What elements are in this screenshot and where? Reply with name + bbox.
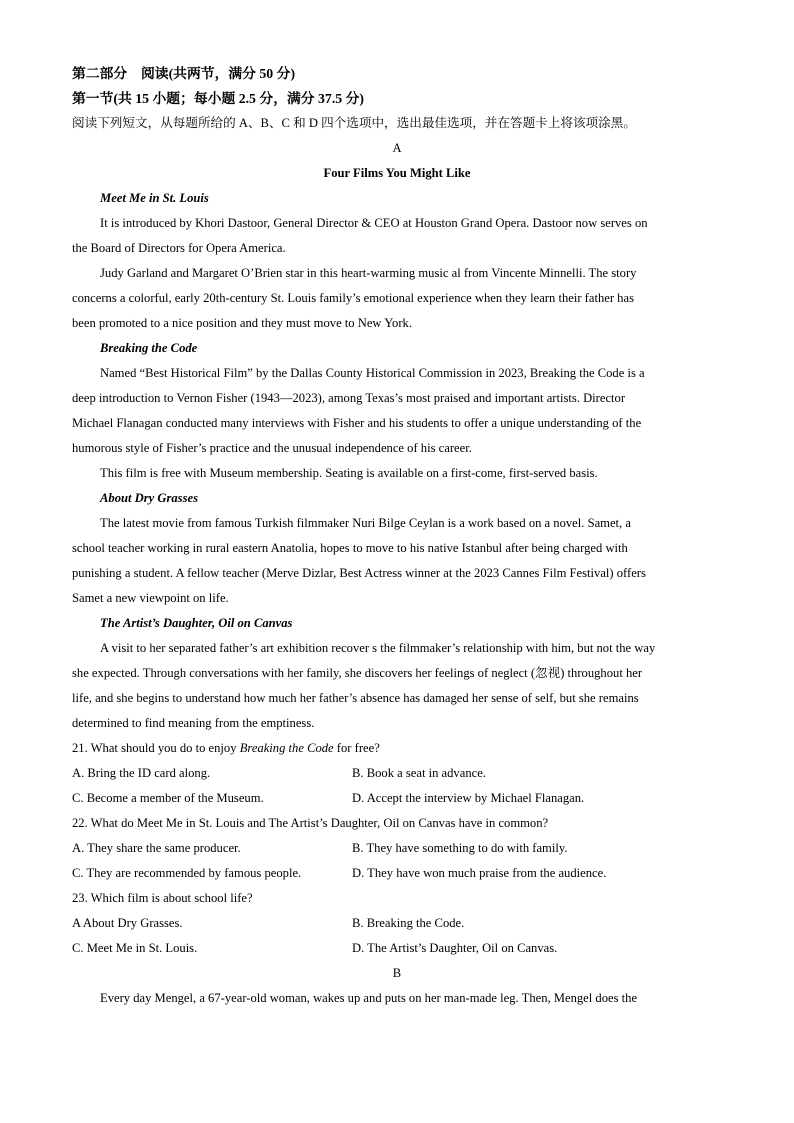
part-heading: 第二部分 阅读(共两节，满分 50 分): [72, 66, 296, 81]
reading-section: [72, 62, 722, 1011]
option-b[interactable]: B. They have something to do with family.: [352, 841, 568, 855]
question-22: 22. What do Meet Me in St. Louis and The Artist’s Daughter, Oil on Canvas have in common?: [72, 816, 549, 830]
question-21-text-end: for free?: [333, 741, 380, 755]
option-a[interactable]: A. They share the same producer.: [72, 841, 241, 855]
option-a[interactable]: A. Bring the ID card along.: [72, 766, 211, 780]
film2-paragraph-line: Michael Flanagan conducted many interviews with Fisher and his students to offer a unique understanding of the: [72, 416, 642, 430]
film4-paragraph-line: determined to find meaning from the emptiness.: [72, 716, 315, 730]
film2-paragraph-line: deep introduction to Vernon Fisher (1943—2023), among Texas’s most praised and important artists. Director: [72, 391, 626, 405]
film3-title: About Dry Grasses: [100, 491, 198, 505]
film4-paragraph-line: life, and she begins to understand how much her father’s absence has damaged her sense of self, but she remains: [72, 691, 639, 705]
question-22-options: [72, 861, 722, 886]
film3-paragraph-line: school teacher working in rural eastern Anatolia, hopes to move to his native Istanbul after being charged with: [72, 541, 628, 555]
film3-paragraph-line: punishing a student. A fellow teacher (Merve Dizlar, Best Actress winner at the 2023 Cannes Film Festival) offers: [72, 566, 646, 580]
film4-paragraph-line: A visit to her separated father’s art exhibition recover s the filmmaker’s relationship with him, but not the way: [100, 641, 656, 655]
film4-paragraph-line: she expected. Through conversations with her family, she discovers her feelings of neglect (忽视) throughout her: [72, 666, 643, 680]
question-21-options: [72, 761, 722, 786]
question-23-options: [72, 936, 722, 961]
instruction-text: 阅读下列短文，从每题所给的 A、B、C 和 D 四个选项中，选出最佳选项，并在答题卡上将该项涂黑。: [72, 116, 636, 130]
option-a[interactable]: A About Dry Grasses.: [72, 916, 183, 930]
section-heading: 第一节(共 15 小题；每小题 2.5 分，满分 37.5 分): [72, 90, 365, 106]
option-c[interactable]: C. They are recommended by famous people.: [72, 866, 302, 880]
option-c[interactable]: C. Become a member of the Museum.: [72, 791, 264, 805]
option-d[interactable]: D. The Artist’s Daughter, Oil on Canvas.: [352, 941, 558, 955]
passage-b-paragraph-line: Every day Mengel, a 67-year-old woman, wakes up and puts on her man-made leg. Then, Mengel does the: [100, 991, 638, 1005]
option-b[interactable]: B. Book a seat in advance.: [352, 766, 486, 780]
option-d[interactable]: D. They have won much praise from the audience.: [352, 866, 607, 880]
question-21: [72, 736, 722, 761]
passage-b-label: B: [392, 966, 402, 980]
film3-paragraph-line: Samet a new viewpoint on life.: [72, 591, 229, 605]
question-22-options: [72, 836, 722, 861]
question-21-options: [72, 786, 722, 811]
film1-paragraph-line: Judy Garland and Margaret O’Brien star in this heart-warming music al from Vincente Minnelli. The story: [100, 266, 637, 280]
film4-title: The Artist’s Daughter, Oil on Canvas: [100, 616, 293, 630]
film3-paragraph-line: The latest movie from famous Turkish filmmaker Nuri Bilge Ceylan is a work based on a novel. Samet, a: [100, 516, 631, 530]
question-23: 23. Which film is about school life?: [72, 891, 253, 905]
question-21-text: 21. What should you do to enjoy: [72, 741, 240, 755]
question-23-options: [72, 911, 722, 936]
film2-paragraph-line: humorous style of Fisher’s practice and the unusual independence of his career.: [72, 441, 472, 455]
film1-paragraph-line: It is introduced by Khori Dastoor, General Director & CEO at Houston Grand Opera. Dastoor now serves on: [100, 216, 648, 230]
question-21-film: Breaking the Code: [239, 741, 334, 755]
film2-paragraph-line: Named “Best Historical Film” by the Dallas County Historical Commission in 2023, Breaking the Code is a: [100, 366, 645, 380]
film1-paragraph-line: concerns a colorful, early 20th-century St. Louis family’s emotional experience when they learn their father has: [72, 291, 634, 305]
film2-paragraph-line: This film is free with Museum membership. Seating is available on a first-come, first-served basis.: [100, 466, 598, 480]
option-d[interactable]: D. Accept the interview by Michael Flanagan.: [352, 791, 585, 805]
passage-a-title: Four Films You Might Like: [323, 166, 471, 180]
film1-paragraph-line: been promoted to a nice position and they must move to New York.: [72, 316, 412, 330]
option-c[interactable]: C. Meet Me in St. Louis.: [72, 941, 198, 955]
film1-title: Meet Me in St. Louis: [100, 191, 209, 205]
option-b[interactable]: B. Breaking the Code.: [352, 916, 465, 930]
film2-title: Breaking the Code: [100, 341, 198, 355]
passage-a-label: A: [392, 141, 402, 155]
film1-paragraph-line: the Board of Directors for Opera America.: [72, 241, 286, 255]
